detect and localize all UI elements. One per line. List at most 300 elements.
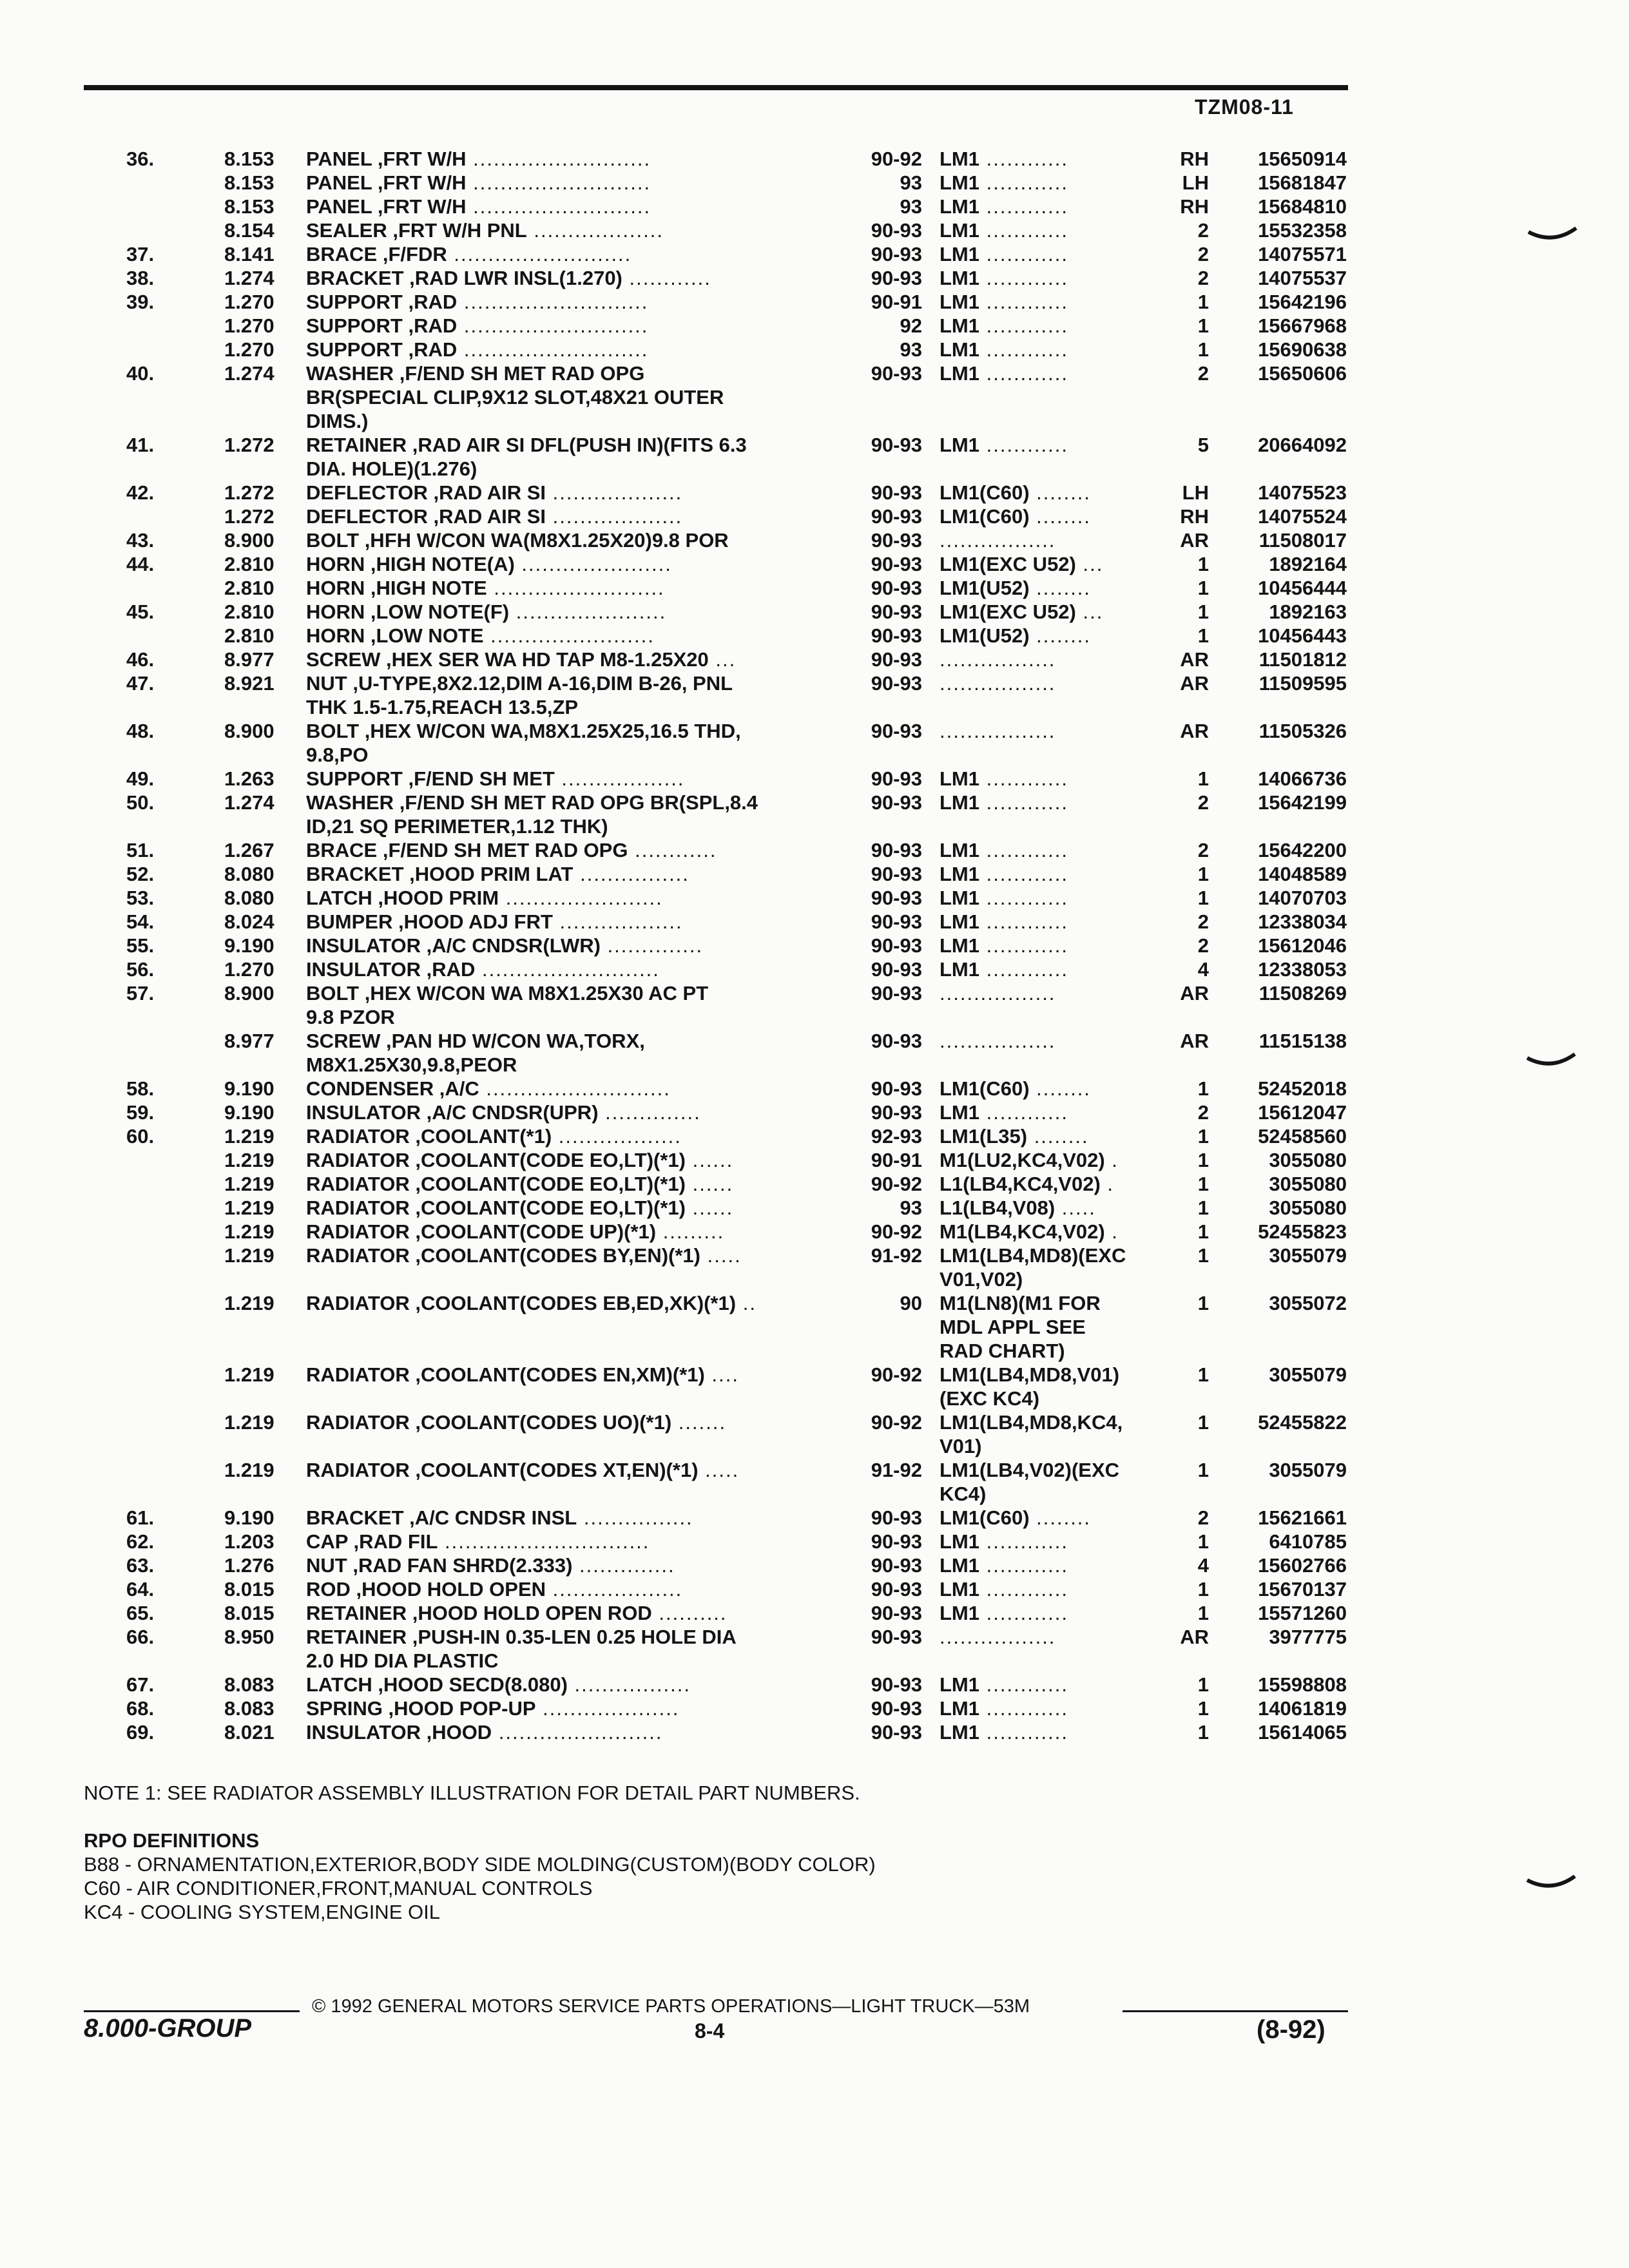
group-number: 8.153	[224, 171, 275, 194]
part-number: 52452018	[1258, 1077, 1347, 1100]
leader-dots: .......	[671, 1411, 727, 1434]
model-years: 90-93	[871, 1530, 922, 1553]
quantity: 1	[1197, 338, 1209, 361]
model-code	[940, 171, 1171, 195]
part-row	[0, 624, 1629, 648]
model-years: 93	[900, 1196, 922, 1219]
quantity: 1	[1197, 1244, 1209, 1267]
leader-dots: .................	[940, 672, 1056, 695]
model-years: 90-93	[871, 553, 922, 575]
part-detail: ,A/C CNDSR(LWR)	[420, 934, 601, 957]
figure-number: 52.	[126, 863, 155, 885]
model-code	[940, 576, 1171, 600]
part-detail: ,HIGH NOTE	[365, 577, 487, 599]
figure-number: 43.	[126, 529, 155, 552]
part-detail: ,COOLANT(CODES UO)(*1)	[409, 1411, 672, 1434]
model-text: LM1(U52)	[940, 577, 1030, 599]
part-detail: ,RAD	[420, 958, 476, 981]
part-row	[0, 505, 1629, 528]
part-detail: ,HEX W/CON WA,M8X1.25X25,16.5 THD, 9.8,PO	[306, 720, 741, 766]
part-name: RADIATOR	[306, 1220, 410, 1243]
model-code	[940, 1148, 1171, 1172]
leader-dots: .................	[940, 982, 1056, 1004]
part-row	[0, 1673, 1629, 1696]
leader-dots: .................	[940, 720, 1056, 742]
part-description	[306, 1577, 854, 1601]
model-code	[940, 1291, 1171, 1363]
part-detail: ,F/END SH MET RAD OPG	[377, 839, 628, 861]
figure-number: 63.	[126, 1554, 155, 1577]
quantity: LH	[1182, 171, 1209, 194]
part-row	[0, 1625, 1629, 1673]
part-description	[306, 528, 854, 552]
part-number: 12338053	[1258, 958, 1347, 981]
part-description	[306, 1124, 854, 1148]
leader-dots: ...................	[546, 481, 683, 504]
leader-dots: ..............	[572, 1554, 675, 1577]
part-name: RETAINER	[306, 434, 407, 456]
leader-dots: ..........................	[447, 243, 632, 265]
part-row	[0, 1458, 1629, 1506]
model-code	[940, 314, 1171, 338]
group-number: 2.810	[224, 553, 275, 575]
binder-mark	[1527, 226, 1579, 251]
part-number: 14075571	[1258, 243, 1347, 265]
quantity: LH	[1182, 481, 1209, 504]
part-row	[0, 1291, 1629, 1363]
group-number: 1.219	[224, 1411, 275, 1434]
group-number: 8.977	[224, 1030, 275, 1052]
model-code	[940, 505, 1171, 528]
part-number: 11508269	[1258, 982, 1347, 1004]
model-code	[940, 719, 1171, 743]
footer-group: 8.000-GROUP	[84, 2014, 252, 2042]
model-years: 90-93	[871, 791, 922, 814]
part-detail: ,A/C CNDSR(UPR)	[420, 1101, 599, 1124]
part-description	[306, 1244, 854, 1267]
model-code	[940, 1410, 1171, 1458]
part-name: PANEL	[306, 195, 372, 218]
leader-dots: ..........................	[466, 148, 651, 170]
part-number: 15621661	[1258, 1506, 1347, 1529]
part-row	[0, 1577, 1629, 1601]
model-years: 93	[900, 338, 922, 361]
quantity: 2	[1197, 1506, 1209, 1529]
quantity: AR	[1180, 720, 1209, 742]
part-detail: ,LOW NOTE(F)	[365, 601, 510, 623]
part-number: 6410785	[1269, 1530, 1347, 1553]
figure-number: 49.	[126, 767, 155, 790]
part-detail: ,RAD AIR SI	[427, 481, 546, 504]
quantity: 1	[1197, 624, 1209, 647]
part-row	[0, 1530, 1629, 1553]
model-text: LM1	[940, 863, 979, 885]
part-description	[306, 838, 854, 862]
leader-dots: ............	[979, 958, 1068, 981]
quantity: 1	[1197, 1220, 1209, 1243]
figure-number: 57.	[126, 982, 155, 1004]
quantity: 1	[1197, 314, 1209, 337]
figure-number: 44.	[126, 553, 155, 575]
group-number: 8.015	[224, 1578, 275, 1600]
leader-dots: ........	[1029, 505, 1092, 528]
model-code	[940, 934, 1171, 957]
model-text: LM1	[940, 219, 979, 242]
group-number: 8.977	[224, 648, 275, 671]
part-number: 15642196	[1258, 291, 1347, 313]
part-name: INSULATOR	[306, 1721, 421, 1744]
leader-dots: ............	[979, 243, 1068, 265]
part-description	[306, 195, 854, 218]
part-detail: ,PUSH-IN 0.35-LEN 0.25 HOLE DIA 2.0 HD DIA PLASTIC	[306, 1626, 737, 1672]
quantity: 1	[1197, 1125, 1209, 1148]
part-description	[306, 648, 854, 671]
leader-dots: ......	[685, 1149, 734, 1171]
group-number: 9.190	[224, 1077, 275, 1100]
model-years: 91-92	[871, 1459, 922, 1481]
model-code	[940, 1100, 1171, 1124]
binder-mark	[1526, 1052, 1577, 1077]
part-description	[306, 1148, 854, 1172]
leader-dots: ........	[1029, 624, 1092, 647]
leader-dots: ..	[736, 1292, 757, 1314]
leader-dots: ...................	[546, 1578, 683, 1600]
group-number: 1.219	[224, 1125, 275, 1148]
part-detail: ,F/END SH MET RAD OPG BR(SPL,8.4 ID,21 SQ PERIMETER,1.12 THK)	[306, 791, 758, 838]
quantity: AR	[1180, 982, 1209, 1004]
model-years: 90-93	[871, 720, 922, 742]
leader-dots: ..........................	[466, 195, 651, 218]
part-description	[306, 862, 854, 886]
leader-dots: ...........................	[479, 1077, 671, 1100]
leader-dots: ............	[979, 934, 1068, 957]
model-code	[940, 910, 1171, 934]
quantity: RH	[1180, 148, 1209, 170]
model-code	[940, 767, 1171, 791]
quantity: 1	[1197, 1363, 1209, 1386]
part-row	[0, 1553, 1629, 1577]
group-number: 1.274	[224, 791, 275, 814]
model-code	[940, 1220, 1171, 1244]
part-description	[306, 505, 854, 528]
part-name: SUPPORT	[306, 314, 403, 337]
quantity: 1	[1197, 1196, 1209, 1219]
part-number: 15650606	[1258, 362, 1347, 385]
model-text: L1(LB4,KC4,V02)	[940, 1173, 1101, 1195]
part-number: 10456444	[1258, 577, 1347, 599]
part-number: 15670137	[1258, 1578, 1347, 1600]
part-description	[306, 433, 854, 481]
part-row	[0, 147, 1629, 171]
group-number: 8.900	[224, 720, 275, 742]
leader-dots: ............	[979, 863, 1068, 885]
model-text: LM1(LB4,MD8,KC4, V01)	[940, 1411, 1123, 1457]
part-description	[306, 338, 854, 361]
part-row	[0, 195, 1629, 218]
quantity: 1	[1197, 863, 1209, 885]
part-detail: ,HOOD	[420, 1721, 492, 1744]
model-years: 90-93	[871, 219, 922, 242]
part-row	[0, 1100, 1629, 1124]
part-name: LATCH	[306, 1673, 372, 1696]
part-name: RADIATOR	[306, 1196, 410, 1219]
part-description	[306, 624, 854, 648]
group-number: 8.080	[224, 887, 275, 909]
part-name: WASHER	[306, 362, 394, 385]
quantity: 2	[1197, 1101, 1209, 1124]
figure-number: 61.	[126, 1506, 155, 1529]
part-name: INSULATOR	[306, 1101, 421, 1124]
model-text: LM1	[940, 1673, 979, 1696]
model-code	[940, 838, 1171, 862]
leader-dots: ..................	[554, 767, 685, 790]
part-row	[0, 1124, 1629, 1148]
model-years: 90-93	[871, 672, 922, 695]
model-code	[940, 242, 1171, 266]
model-years: 90-93	[871, 863, 922, 885]
part-description	[306, 552, 854, 576]
part-description	[306, 171, 854, 195]
binder-mark	[1526, 1874, 1577, 1899]
figure-number: 46.	[126, 648, 155, 671]
part-detail: ,HOOD POP-UP	[382, 1697, 536, 1720]
model-code	[940, 1577, 1171, 1601]
model-text: LM1	[940, 171, 979, 194]
figure-number: 51.	[126, 839, 155, 861]
part-detail: ,RAD FIL	[347, 1530, 438, 1553]
model-years: 90-93	[871, 481, 922, 504]
part-number: 14070703	[1258, 887, 1347, 909]
part-row	[0, 1077, 1629, 1100]
part-detail: ,RAD FAN SHRD(2.333)	[347, 1554, 573, 1577]
part-number: 3055079	[1269, 1363, 1347, 1386]
leader-dots: ................	[577, 1506, 693, 1529]
part-row	[0, 314, 1629, 338]
model-code	[940, 1244, 1171, 1291]
leader-dots: .................	[567, 1673, 691, 1696]
part-row	[0, 361, 1629, 433]
group-number: 1.219	[224, 1244, 275, 1267]
group-number: 8.141	[224, 243, 275, 265]
quantity: 1	[1197, 1173, 1209, 1195]
model-years: 90-92	[871, 1220, 922, 1243]
quantity: 1	[1197, 1697, 1209, 1720]
group-number: 1.274	[224, 362, 275, 385]
leader-dots: ............	[979, 338, 1068, 361]
leader-dots: ........................	[483, 624, 655, 647]
part-detail: ,F/END SH MET RAD OPG BR(SPECIAL CLIP,9X12 SLOT,48X21 OUTER DIMS.)	[306, 362, 724, 432]
part-row	[0, 1220, 1629, 1244]
part-row	[0, 600, 1629, 624]
model-code	[940, 648, 1171, 671]
footer-rule-right	[1123, 2010, 1348, 2012]
group-number: 1.219	[224, 1196, 275, 1219]
model-years: 90-93	[871, 1578, 922, 1600]
quantity: 4	[1197, 1554, 1209, 1577]
part-name: HORN	[306, 601, 365, 623]
part-name: SUPPORT	[306, 291, 403, 313]
part-name: RADIATOR	[306, 1411, 410, 1434]
leader-dots: ...........................	[457, 314, 649, 337]
model-years: 90-93	[871, 577, 922, 599]
parts-list	[0, 147, 1629, 1744]
leader-dots: .....	[1055, 1196, 1096, 1219]
part-row	[0, 576, 1629, 600]
quantity: AR	[1180, 648, 1209, 671]
model-code	[940, 624, 1171, 648]
part-number: 52455822	[1258, 1411, 1347, 1434]
model-text: LM1(LB4,MD8,V01) (EXC KC4)	[940, 1363, 1120, 1410]
model-years: 90-93	[871, 624, 922, 647]
part-name: BOLT	[306, 720, 360, 742]
model-text: M1(LU2,KC4,V02)	[940, 1149, 1105, 1171]
part-row	[0, 1172, 1629, 1196]
model-text: LM1(C60)	[940, 1506, 1030, 1529]
part-description	[306, 671, 854, 719]
group-number: 1.272	[224, 505, 275, 528]
quantity: 1	[1197, 1149, 1209, 1171]
part-detail: ,A/C	[434, 1077, 479, 1100]
note-text: NOTE 1: SEE RADIATOR ASSEMBLY ILLUSTRATION FOR DETAIL PART NUMBERS.	[84, 1782, 860, 1804]
group-number: 8.153	[224, 195, 275, 218]
part-row	[0, 218, 1629, 242]
model-code	[940, 195, 1171, 218]
part-name: RETAINER	[306, 1626, 407, 1648]
leader-dots: ..............	[598, 1101, 701, 1124]
group-number: 1.219	[224, 1459, 275, 1481]
model-years: 90-93	[871, 982, 922, 1004]
part-detail: ,F/END SH MET	[402, 767, 555, 790]
leader-dots: ......................	[509, 601, 667, 623]
part-detail: ,RAD	[402, 291, 458, 313]
part-number: 11501812	[1258, 648, 1347, 671]
part-number: 14075537	[1258, 267, 1347, 289]
part-description	[306, 981, 854, 1029]
model-years: 93	[900, 171, 922, 194]
group-number: 2.810	[224, 601, 275, 623]
group-number: 1.276	[224, 1554, 275, 1577]
model-text: LM1	[940, 148, 979, 170]
part-description	[306, 242, 854, 266]
model-text: LM1	[940, 887, 979, 909]
part-name: HORN	[306, 553, 365, 575]
part-row	[0, 957, 1629, 981]
part-row	[0, 1506, 1629, 1530]
part-description	[306, 290, 854, 314]
part-row	[0, 719, 1629, 767]
model-years: 90-91	[871, 1149, 922, 1171]
model-code	[940, 1553, 1171, 1577]
part-number: 15612047	[1258, 1101, 1347, 1124]
model-text: LM1(LB4,MD8)(EXC V01,V02)	[940, 1244, 1126, 1291]
model-text: LM1	[940, 1697, 979, 1720]
group-number: 1.270	[224, 958, 275, 981]
part-name: SUPPORT	[306, 338, 403, 361]
part-number: 1892164	[1269, 553, 1347, 575]
rpo-item: KC4 - COOLING SYSTEM,ENGINE OIL	[84, 1901, 440, 1923]
part-description	[306, 886, 854, 910]
part-name: HORN	[306, 577, 365, 599]
part-description	[306, 1100, 854, 1124]
part-detail: ,HOOD PRIM	[372, 887, 499, 909]
leader-dots: ............	[622, 267, 711, 289]
model-text: LM1	[940, 314, 979, 337]
figure-number: 56.	[126, 958, 155, 981]
quantity: 1	[1197, 553, 1209, 575]
part-detail: ,RAD	[402, 314, 458, 337]
leader-dots: ........	[1029, 481, 1092, 504]
leader-dots: ...........................	[457, 338, 649, 361]
part-detail: ,HOOD PRIM LAT	[403, 863, 574, 885]
model-code	[940, 290, 1171, 314]
model-code	[940, 1673, 1171, 1696]
figure-number: 38.	[126, 267, 155, 289]
model-years: 90-93	[871, 648, 922, 671]
part-number: 11508017	[1258, 529, 1347, 552]
leader-dots: ..............................	[438, 1530, 650, 1553]
group-number: 8.083	[224, 1697, 275, 1720]
leader-dots: .....	[700, 1244, 742, 1267]
part-name: NUT	[306, 672, 347, 695]
part-row	[0, 838, 1629, 862]
leader-dots: ............	[979, 767, 1068, 790]
part-description	[306, 481, 854, 505]
model-code	[940, 671, 1171, 695]
group-number: 1.219	[224, 1220, 275, 1243]
group-number: 1.263	[224, 767, 275, 790]
part-detail: ,COOLANT(*1)	[409, 1125, 552, 1148]
model-years: 90-93	[871, 1506, 922, 1529]
leader-dots: ............	[979, 1101, 1068, 1124]
model-text: LM1(C60)	[940, 481, 1030, 504]
part-number: 3055079	[1269, 1459, 1347, 1481]
quantity: 1	[1197, 1530, 1209, 1553]
model-text: LM1	[940, 291, 979, 313]
leader-dots: ............	[979, 1530, 1068, 1553]
part-description	[306, 1601, 854, 1625]
part-detail: ,FRT W/H	[372, 195, 467, 218]
part-detail: ,COOLANT(CODE EO,LT)(*1)	[409, 1149, 686, 1171]
model-code	[940, 600, 1171, 624]
model-text: LM1	[940, 338, 979, 361]
part-detail: ,COOLANT(CODE EO,LT)(*1)	[409, 1196, 686, 1219]
part-number: 20664092	[1258, 434, 1347, 456]
model-years: 90-93	[871, 362, 922, 385]
model-code	[940, 361, 1171, 385]
model-text: LM1	[940, 767, 979, 790]
figure-number: 37.	[126, 243, 155, 265]
part-number: 14066736	[1258, 767, 1347, 790]
quantity: 2	[1197, 243, 1209, 265]
group-number: 9.190	[224, 1101, 275, 1124]
part-name: BRACKET	[306, 863, 404, 885]
footer-date: (8-92)	[1257, 2015, 1325, 2044]
quantity: 1	[1197, 577, 1209, 599]
quantity: 1	[1197, 1673, 1209, 1696]
part-detail: ,FRT W/H	[372, 171, 467, 194]
part-description	[306, 1410, 854, 1434]
model-text: LM1(C60)	[940, 1077, 1030, 1100]
figure-number: 54.	[126, 910, 155, 933]
part-detail: ,HOOD HOLD OPEN	[350, 1578, 546, 1600]
group-number: 8.153	[224, 148, 275, 170]
figure-number: 48.	[126, 720, 155, 742]
part-name: BOLT	[306, 529, 360, 552]
part-detail: ,FRT W/H	[372, 148, 467, 170]
quantity: 2	[1197, 267, 1209, 289]
part-description	[306, 266, 854, 290]
model-code	[940, 1172, 1171, 1196]
